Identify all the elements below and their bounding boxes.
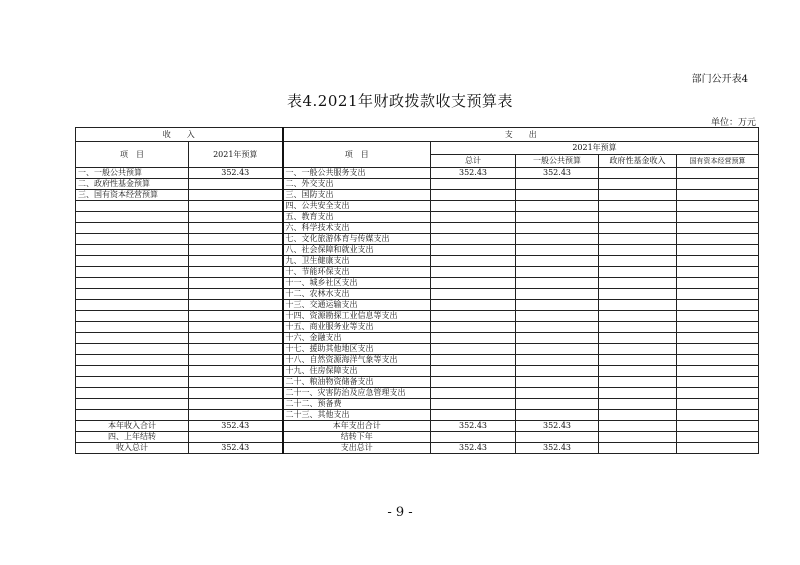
expense-general-cell — [516, 289, 599, 300]
expense-total-cell — [431, 201, 516, 212]
expense-item-cell: 十八、自然资源海洋气象等支出 — [283, 355, 431, 366]
expense-state-capital-cell — [677, 410, 759, 421]
income-amount-cell: 352.43 — [189, 443, 283, 454]
income-item-cell — [76, 344, 189, 355]
expense-gov-fund-cell — [599, 322, 677, 333]
page-title: 表4.2021年财政拨款收支预算表 — [287, 92, 513, 110]
income-amount-cell — [189, 388, 283, 399]
table-row — [76, 267, 759, 278]
expense-total-cell — [431, 267, 516, 278]
expense-gov-fund-cell — [599, 300, 677, 311]
expense-gov-fund-cell — [599, 311, 677, 322]
expense-item-cell: 五、教育支出 — [283, 212, 431, 223]
expense-state-capital-cell — [677, 179, 759, 190]
expense-gov-fund-cell — [599, 212, 677, 223]
expense-item-cell: 支出总计 — [283, 443, 431, 454]
income-amount-cell: 352.43 — [189, 168, 283, 179]
expense-total-cell — [431, 399, 516, 410]
table-row — [76, 344, 759, 355]
expense-item-header: 项 目 — [283, 142, 431, 168]
expense-general-cell: 352.43 — [516, 168, 599, 179]
income-amount-cell — [189, 179, 283, 190]
expense-general-cell — [516, 212, 599, 223]
table-row — [76, 179, 759, 190]
income-amount-cell — [189, 190, 283, 201]
income-item-cell — [76, 300, 189, 311]
table-row — [76, 322, 759, 333]
expense-state-capital-cell — [677, 256, 759, 267]
expense-total-cell — [431, 366, 516, 377]
table-row — [76, 355, 759, 366]
income-item-cell — [76, 201, 189, 212]
expense-total-cell — [431, 410, 516, 421]
table-row — [76, 256, 759, 267]
expense-gov-fund-cell — [599, 366, 677, 377]
expense-item-cell: 十六、金融支出 — [283, 333, 431, 344]
expense-general-cell — [516, 311, 599, 322]
income-item-cell — [76, 256, 189, 267]
page-number: - 9 - — [387, 505, 413, 520]
table-row — [76, 377, 759, 388]
expense-state-capital-cell — [677, 421, 759, 432]
expense-total-cell — [431, 278, 516, 289]
expense-general-cell — [516, 256, 599, 267]
expense-state-capital-cell — [677, 333, 759, 344]
income-amount-cell — [189, 432, 283, 443]
expense-item-cell: 二、外交支出 — [283, 179, 431, 190]
table-row — [76, 311, 759, 322]
table-row — [76, 168, 759, 179]
table-row — [76, 223, 759, 234]
income-item-cell — [76, 322, 189, 333]
table-row — [76, 333, 759, 344]
expense-total-cell: 352.43 — [431, 421, 516, 432]
expense-item-cell: 三、国防支出 — [283, 190, 431, 201]
expense-state-capital-cell — [677, 267, 759, 278]
unit-label: 单位：万元 — [710, 118, 756, 128]
expense-general-cell — [516, 234, 599, 245]
expense-gov-fund-cell — [599, 421, 677, 432]
gov-fund-header: 政府性基金收入 — [599, 155, 677, 168]
income-item-cell: 三、国有资本经营预算 — [76, 190, 189, 201]
expense-total-cell — [431, 245, 516, 256]
expense-state-capital-cell — [677, 399, 759, 410]
expense-general-cell — [516, 344, 599, 355]
income-item-cell — [76, 267, 189, 278]
state-capital-header: 国有资本经营预算 — [677, 155, 759, 168]
expense-total-cell — [431, 344, 516, 355]
expense-gov-fund-cell — [599, 399, 677, 410]
income-amount-cell — [189, 311, 283, 322]
expense-gov-fund-cell — [599, 388, 677, 399]
expense-total-cell — [431, 388, 516, 399]
expense-state-capital-cell — [677, 201, 759, 212]
expense-item-cell: 四、公共安全支出 — [283, 201, 431, 212]
income-item-cell — [76, 366, 189, 377]
income-item-cell — [76, 245, 189, 256]
expense-general-cell — [516, 223, 599, 234]
table-row — [76, 278, 759, 289]
expense-general-cell: 352.43 — [516, 421, 599, 432]
table-row — [76, 212, 759, 223]
expense-item-cell: 本年支出合计 — [283, 421, 431, 432]
expense-item-cell: 十四、资源勘探工业信息等支出 — [283, 311, 431, 322]
expense-state-capital-cell — [677, 311, 759, 322]
expense-gov-fund-cell — [599, 289, 677, 300]
expense-gov-fund-cell — [599, 333, 677, 344]
expense-budget-header: 2021年预算 — [431, 142, 759, 155]
income-item-cell — [76, 223, 189, 234]
expense-gov-fund-cell — [599, 179, 677, 190]
income-amount-cell — [189, 201, 283, 212]
expense-state-capital-cell — [677, 300, 759, 311]
expense-general-cell — [516, 267, 599, 278]
expense-total-cell — [431, 355, 516, 366]
expense-item-cell: 二十二、预备费 — [283, 399, 431, 410]
income-amount-cell — [189, 355, 283, 366]
expense-state-capital-cell — [677, 223, 759, 234]
table-code-label: 部门公开表4 — [691, 74, 748, 85]
income-amount-cell — [189, 245, 283, 256]
table-row — [76, 190, 759, 201]
expense-total-cell — [431, 234, 516, 245]
expense-gov-fund-cell — [599, 443, 677, 454]
expense-state-capital-cell — [677, 366, 759, 377]
expense-gov-fund-cell — [599, 377, 677, 388]
expense-general-cell — [516, 300, 599, 311]
expense-general-cell — [516, 377, 599, 388]
expense-total-cell — [431, 190, 516, 201]
income-budget-header: 2021年预算 — [189, 142, 283, 168]
expense-state-capital-cell — [677, 234, 759, 245]
table-row — [76, 245, 759, 256]
expense-item-cell: 十五、商业服务业等支出 — [283, 322, 431, 333]
expense-gov-fund-cell — [599, 168, 677, 179]
expense-total-cell: 352.43 — [431, 168, 516, 179]
expense-state-capital-cell — [677, 443, 759, 454]
expense-state-capital-cell — [677, 388, 759, 399]
expense-item-cell: 一、一般公共服务支出 — [283, 168, 431, 179]
income-amount-cell — [189, 410, 283, 421]
income-item-cell — [76, 212, 189, 223]
expense-gov-fund-cell — [599, 201, 677, 212]
income-item-cell — [76, 311, 189, 322]
expense-gov-fund-cell — [599, 344, 677, 355]
expense-state-capital-cell — [677, 245, 759, 256]
income-item-cell — [76, 278, 189, 289]
expense-general-cell — [516, 410, 599, 421]
income-item-cell — [76, 399, 189, 410]
expense-total-cell — [431, 212, 516, 223]
expense-state-capital-cell — [677, 344, 759, 355]
income-amount-cell — [189, 377, 283, 388]
table-row — [76, 443, 759, 454]
expense-item-cell: 六、科学技术支出 — [283, 223, 431, 234]
income-item-cell: 本年收入合计 — [76, 421, 189, 432]
expense-gov-fund-cell — [599, 234, 677, 245]
expense-total-cell — [431, 256, 516, 267]
expense-item-cell: 九、卫生健康支出 — [283, 256, 431, 267]
expense-item-cell: 十二、农林水支出 — [283, 289, 431, 300]
income-item-cell — [76, 377, 189, 388]
income-item-cell — [76, 355, 189, 366]
expense-item-cell: 二十一、灾害防治及应急管理支出 — [283, 388, 431, 399]
expense-general-cell — [516, 179, 599, 190]
expense-total-cell — [431, 311, 516, 322]
expense-total-cell — [431, 333, 516, 344]
expense-gov-fund-cell — [599, 190, 677, 201]
expense-gov-fund-cell — [599, 410, 677, 421]
expense-general-cell — [516, 399, 599, 410]
income-amount-cell — [189, 256, 283, 267]
expense-item-cell: 二十、粮油物资储备支出 — [283, 377, 431, 388]
table-row — [76, 366, 759, 377]
income-item-cell — [76, 333, 189, 344]
expense-state-capital-cell — [677, 377, 759, 388]
expense-total-cell — [431, 377, 516, 388]
expense-general-cell — [516, 190, 599, 201]
expense-item-cell: 七、文化旅游体育与传媒支出 — [283, 234, 431, 245]
expense-gov-fund-cell — [599, 355, 677, 366]
income-section-header: 收 入 — [76, 128, 283, 142]
expense-state-capital-cell — [677, 289, 759, 300]
income-amount-cell — [189, 267, 283, 278]
table-row — [76, 432, 759, 443]
income-amount-cell — [189, 289, 283, 300]
income-item-cell: 四、上年结转 — [76, 432, 189, 443]
income-amount-cell — [189, 399, 283, 410]
expense-general-cell — [516, 278, 599, 289]
income-amount-cell — [189, 234, 283, 245]
income-item-cell: 一、一般公共预算 — [76, 168, 189, 179]
expense-state-capital-cell — [677, 322, 759, 333]
income-amount-cell — [189, 212, 283, 223]
expense-item-cell: 八、社会保障和就业支出 — [283, 245, 431, 256]
expense-item-cell: 二十三、其他支出 — [283, 410, 431, 421]
income-item-cell — [76, 410, 189, 421]
income-amount-cell — [189, 322, 283, 333]
income-amount-cell: 352.43 — [189, 421, 283, 432]
income-item-cell: 收入总计 — [76, 443, 189, 454]
income-amount-cell — [189, 300, 283, 311]
table-row — [76, 421, 759, 432]
expense-item-cell: 十九、住房保障支出 — [283, 366, 431, 377]
income-amount-cell — [189, 344, 283, 355]
expense-item-cell: 十、节能环保支出 — [283, 267, 431, 278]
expense-gov-fund-cell — [599, 223, 677, 234]
expense-state-capital-cell — [677, 190, 759, 201]
expense-general-cell — [516, 366, 599, 377]
income-amount-cell — [189, 278, 283, 289]
expense-gov-fund-cell — [599, 432, 677, 443]
income-amount-cell — [189, 366, 283, 377]
expense-state-capital-cell — [677, 168, 759, 179]
table-row — [76, 410, 759, 421]
expense-general-cell — [516, 322, 599, 333]
expense-gov-fund-cell — [599, 245, 677, 256]
expense-general-cell — [516, 432, 599, 443]
income-item-cell — [76, 234, 189, 245]
expense-total-cell — [431, 223, 516, 234]
expense-general-cell — [516, 245, 599, 256]
table-row — [76, 234, 759, 245]
expense-gov-fund-cell — [599, 278, 677, 289]
expense-general-cell — [516, 201, 599, 212]
expense-state-capital-cell — [677, 212, 759, 223]
expense-total-cell — [431, 322, 516, 333]
expense-general-cell: 352.43 — [516, 443, 599, 454]
expense-general-cell — [516, 388, 599, 399]
expense-item-cell: 结转下年 — [283, 432, 431, 443]
expense-item-cell: 十一、城乡社区支出 — [283, 278, 431, 289]
expense-total-cell — [431, 179, 516, 190]
expense-section-header: 支 出 — [283, 128, 759, 142]
expense-state-capital-cell — [677, 278, 759, 289]
table-row — [76, 300, 759, 311]
expense-gov-fund-cell — [599, 256, 677, 267]
expense-item-cell: 十七、援助其他地区支出 — [283, 344, 431, 355]
expense-general-cell — [516, 333, 599, 344]
expense-general-cell — [516, 355, 599, 366]
budget-table — [75, 127, 759, 454]
expense-state-capital-cell — [677, 432, 759, 443]
income-item-cell — [76, 388, 189, 399]
table-row — [76, 388, 759, 399]
general-budget-header: 一般公共预算 — [516, 155, 599, 168]
table-row — [76, 201, 759, 212]
table-row — [76, 289, 759, 300]
income-item-cell: 二、政府性基金预算 — [76, 179, 189, 190]
income-item-cell — [76, 289, 189, 300]
income-item-header: 项 目 — [76, 142, 189, 168]
expense-total-cell — [431, 289, 516, 300]
table-row — [76, 399, 759, 410]
expense-item-cell: 十三、交通运输支出 — [283, 300, 431, 311]
income-amount-cell — [189, 333, 283, 344]
expense-state-capital-cell — [677, 355, 759, 366]
expense-total-cell: 352.43 — [431, 443, 516, 454]
expense-total-cell — [431, 300, 516, 311]
total-header: 总计 — [431, 155, 516, 168]
expense-total-cell — [431, 432, 516, 443]
income-amount-cell — [189, 223, 283, 234]
expense-gov-fund-cell — [599, 267, 677, 278]
